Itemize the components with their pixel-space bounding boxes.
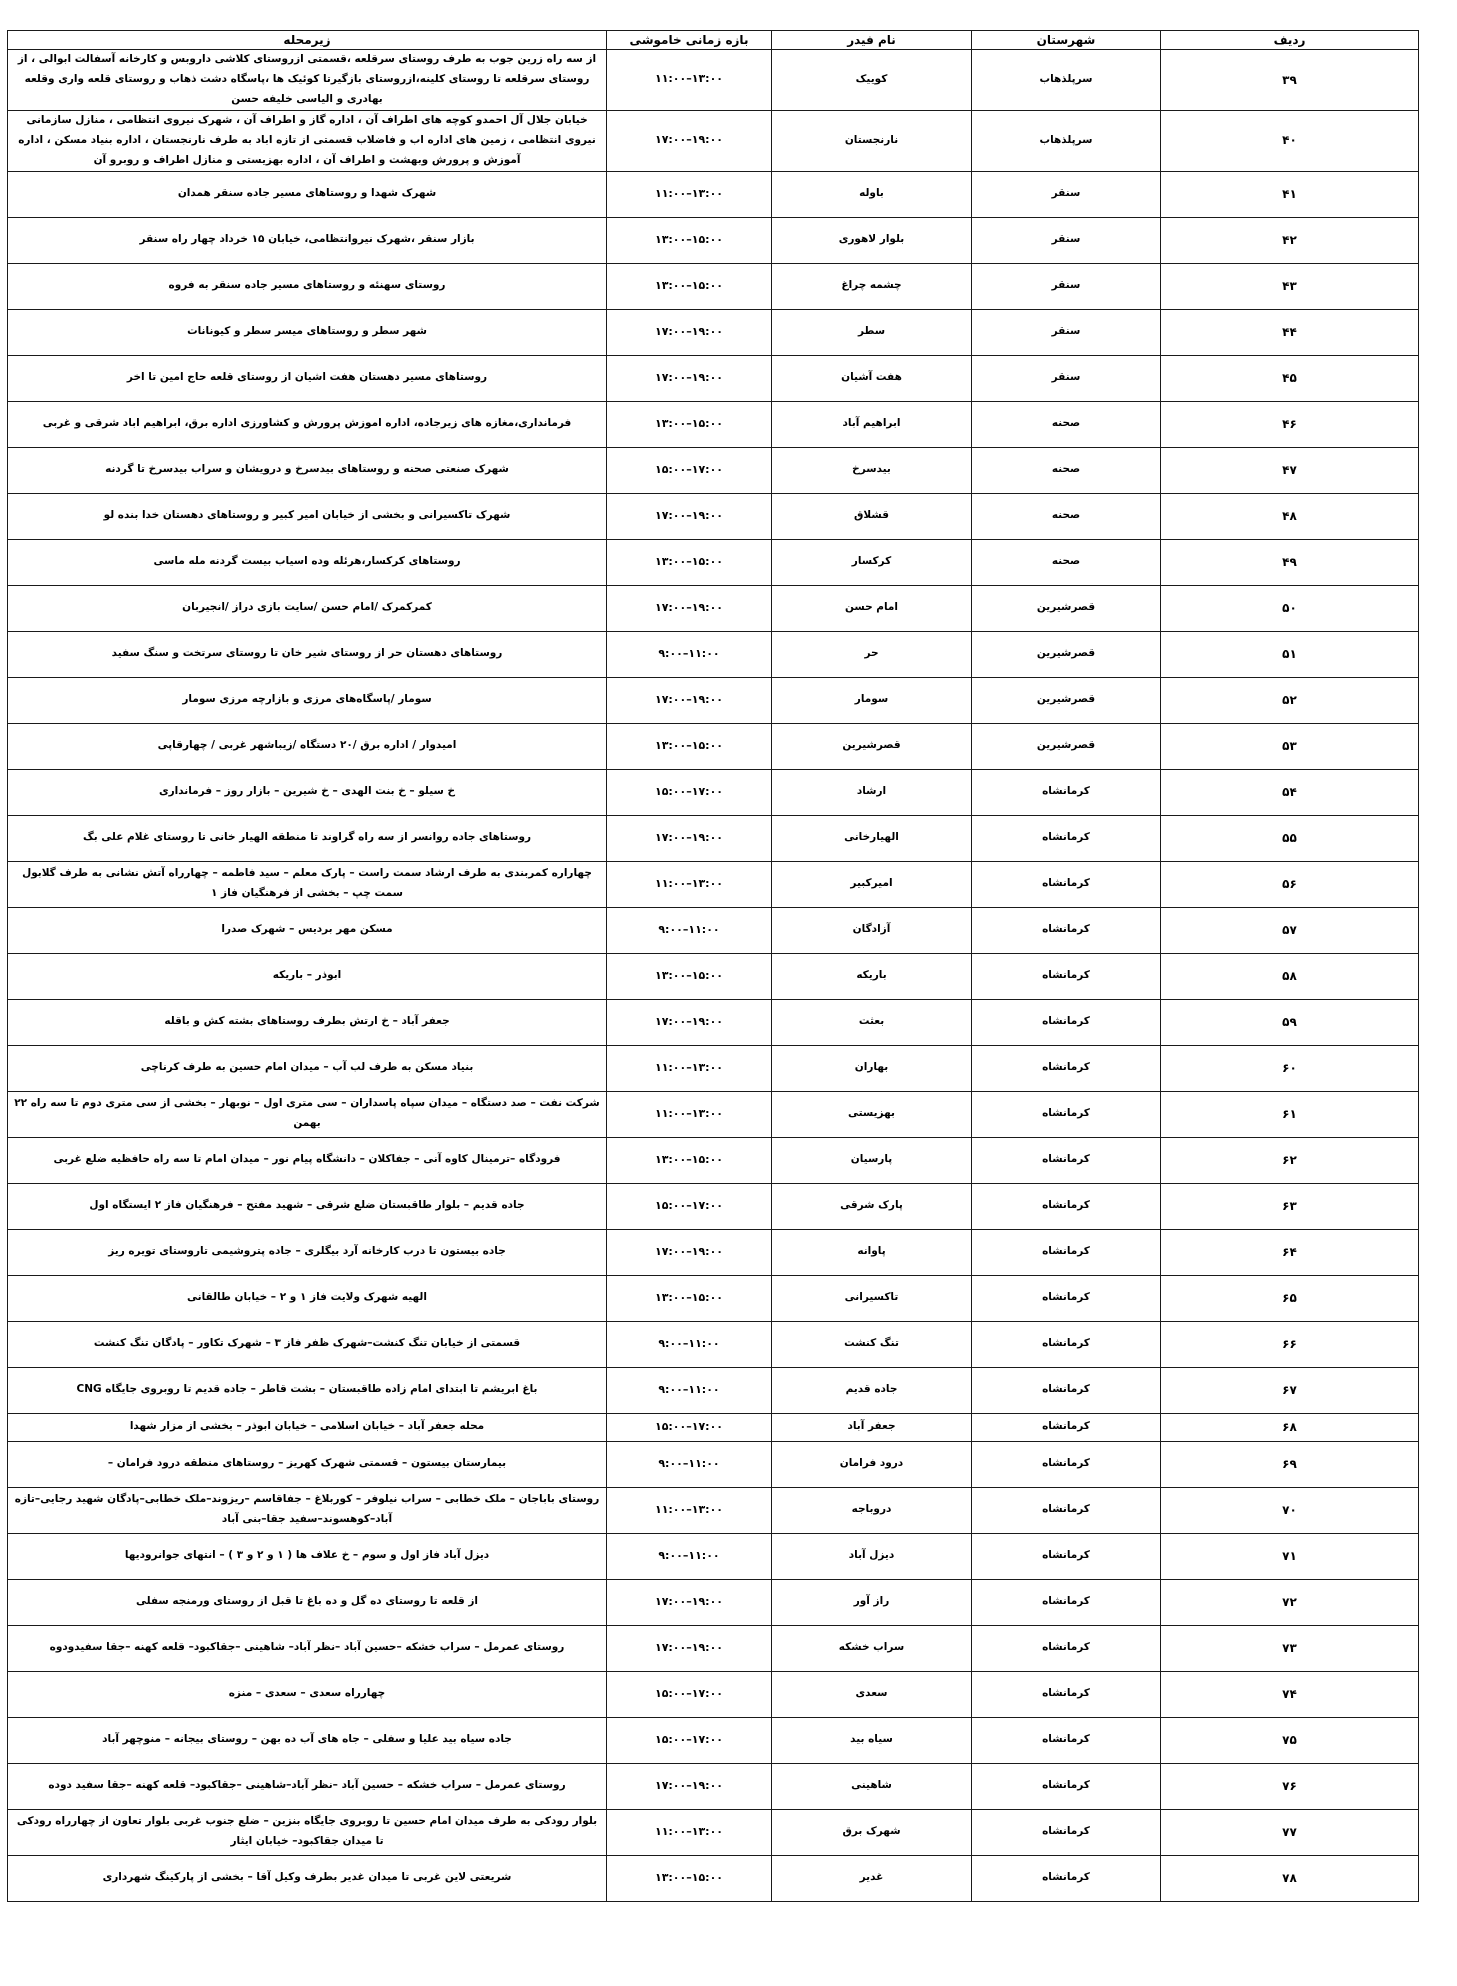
feeder-cell: باریکه <box>772 953 972 999</box>
area-cell: قسمتی از خیابان تنگ کنشت–شهرک ظفر فاز ۳ – شهرک تکاور – پادگان تنگ کنشت <box>8 1321 607 1367</box>
feeder-cell: ارشاد <box>772 769 972 815</box>
feeder-cell: ابراهیم آباد <box>772 401 972 447</box>
county-cell: کرمانشاه <box>972 769 1161 815</box>
county-cell: کرمانشاه <box>972 953 1161 999</box>
feeder-cell: بهاران <box>772 1045 972 1091</box>
row-number-cell: ۷۳ <box>1161 1625 1419 1671</box>
table-row <box>8 1413 1419 1441</box>
header-county: شهرستان <box>972 31 1161 50</box>
time-range-cell: ۱۷:۰۰–۱۹:۰۰ <box>607 1763 772 1809</box>
table-row <box>8 861 1419 907</box>
time-range-cell: ۱۳:۰۰–۱۵:۰۰ <box>607 539 772 585</box>
area-cell: بیمارستان بیستون – قسمتی شهرک کهریز – روستاهای منطقه درود فرامان – <box>8 1441 607 1487</box>
time-range-cell: ۱۳:۰۰–۱۵:۰۰ <box>607 1855 772 1901</box>
county-cell: کرمانشاه <box>972 999 1161 1045</box>
area-cell: چهاراره کمربندی به طرف ارشاد سمت راست – پارک معلم – سید فاطمه – چهارراه آتش نشانی به طرف گلابول سمت چپ – بخشی از فرهنگیان فاز ۱ <box>8 861 607 907</box>
table-row <box>8 1717 1419 1763</box>
county-cell: کرمانشاه <box>972 1671 1161 1717</box>
table-row <box>8 1321 1419 1367</box>
feeder-cell: کرکسار <box>772 539 972 585</box>
county-cell: سنقر <box>972 171 1161 217</box>
feeder-cell: جاده قدیم <box>772 1367 972 1413</box>
table-row <box>8 1367 1419 1413</box>
time-range-cell: ۹:۰۰–۱۱:۰۰ <box>607 907 772 953</box>
area-cell: چهارراه سعدی – سعدی – منزه <box>8 1671 607 1717</box>
area-cell: روستای عمرمل – سراب خشکه – حسین آباد –نظر آباد–شاهینی –جقاکبود– قلعه کهنه –جقا سفید دوده <box>8 1763 607 1809</box>
area-cell: امیدوار / اداره برق /۲۰ دستگاه /زیباشهر غربی / چهارقاپی <box>8 723 607 769</box>
time-range-cell: ۹:۰۰–۱۱:۰۰ <box>607 1321 772 1367</box>
row-number-cell: ۴۹ <box>1161 539 1419 585</box>
feeder-cell: سعدی <box>772 1671 972 1717</box>
area-cell: جاده قدیم – بلوار طاقبستان ضلع شرقی – شهید مفتح – فرهنگیان فاز ۲ ایستگاه اول <box>8 1183 607 1229</box>
county-cell: سنقر <box>972 263 1161 309</box>
area-cell: شرکت نفت – صد دستگاه – میدان سپاه پاسداران – سی متری اول – نوبهار – بخشی از سی متری دوم تا سه راه ۲۲ بهمن <box>8 1091 607 1137</box>
time-range-cell: ۱۷:۰۰–۱۹:۰۰ <box>607 1625 772 1671</box>
time-range-cell: ۱۷:۰۰–۱۹:۰۰ <box>607 110 772 171</box>
row-number-cell: ۶۸ <box>1161 1413 1419 1441</box>
table-row <box>8 1441 1419 1487</box>
row-number-cell: ۷۰ <box>1161 1487 1419 1533</box>
table-row <box>8 1183 1419 1229</box>
county-cell: صحنه <box>972 493 1161 539</box>
row-number-cell: ۷۷ <box>1161 1809 1419 1855</box>
county-cell: کرمانشاه <box>972 1487 1161 1533</box>
row-number-cell: ۵۶ <box>1161 861 1419 907</box>
row-number-cell: ۶۳ <box>1161 1183 1419 1229</box>
area-cell: شهر سطر و روستاهای میسر سطر و کیونانات <box>8 309 607 355</box>
area-cell: محله جعفر آباد – خیابان اسلامی – خیابان ابوذر – بخشی از مزار شهدا <box>8 1413 607 1441</box>
feeder-cell: دروباجه <box>772 1487 972 1533</box>
row-number-cell: ۳۹ <box>1161 50 1419 111</box>
county-cell: کرمانشاه <box>972 1321 1161 1367</box>
row-number-cell: ۵۵ <box>1161 815 1419 861</box>
area-cell: جعفر آباد – خ ارتش بطرف روستاهای بشته کش و باقله <box>8 999 607 1045</box>
area-cell: دیزل آباد فاز اول و سوم – خ علاف ها ( ۱ و ۲ و ۳ ) – انتهای جوانرودیها <box>8 1533 607 1579</box>
row-number-cell: ۵۱ <box>1161 631 1419 677</box>
area-cell: خیابان جلال آل احمدو کوچه های اطراف آن ، اداره گاز و اطراف آن ، شهرک نیروی انتظامی ، منازل سازمانی نیروی انتظامی ، زمین های اداره اب و فاضلاب قسمتی از تازه اباد به طرف نارنجستان ، اداره بنیاد مسکن ، اداره آموزش و پرورش وبهشت و اطراف آن ، اداره بهزیستی و منازل اطراف و روبرو آن <box>8 110 607 171</box>
table-row <box>8 493 1419 539</box>
row-number-cell: ۴۵ <box>1161 355 1419 401</box>
header-row-number: ردیف <box>1161 31 1419 50</box>
area-cell: کمرکمرک /امام حسن /سایت بازی دراز /انجیربان <box>8 585 607 631</box>
time-range-cell: ۱۷:۰۰–۱۹:۰۰ <box>607 999 772 1045</box>
table-row <box>8 769 1419 815</box>
time-range-cell: ۱۳:۰۰–۱۵:۰۰ <box>607 1137 772 1183</box>
row-number-cell: ۵۷ <box>1161 907 1419 953</box>
county-cell: کرمانشاه <box>972 1091 1161 1137</box>
area-cell: شهرک شهدا و روستاهای مسیر جاده سنقر همدان <box>8 171 607 217</box>
time-range-cell: ۱۵:۰۰–۱۷:۰۰ <box>607 1717 772 1763</box>
time-range-cell: ۱۳:۰۰–۱۵:۰۰ <box>607 263 772 309</box>
county-cell: قصرشیرین <box>972 723 1161 769</box>
area-cell: بنیاد مسکن به طرف لب آب – میدان امام حسین به طرف کرناچی <box>8 1045 607 1091</box>
table-row <box>8 1533 1419 1579</box>
area-cell: روستاهای جاده روانسر از سه راه گراوند تا منطقه الهیار خانی تا روستای غلام علی بگ <box>8 815 607 861</box>
row-number-cell: ۴۸ <box>1161 493 1419 539</box>
time-range-cell: ۱۷:۰۰–۱۹:۰۰ <box>607 493 772 539</box>
row-number-cell: ۶۲ <box>1161 1137 1419 1183</box>
area-cell: الهیه شهرک ولایت فاز ۱ و ۲ – خیابان طالقانی <box>8 1275 607 1321</box>
row-number-cell: ۴۰ <box>1161 110 1419 171</box>
feeder-cell: آزادگان <box>772 907 972 953</box>
area-cell: شهرک تاکسیرانی و بخشی از خیابان امیر کبیر و روستاهای دهستان خدا بنده لو <box>8 493 607 539</box>
time-range-cell: ۱۱:۰۰–۱۳:۰۰ <box>607 50 772 111</box>
time-range-cell: ۱۳:۰۰–۱۵:۰۰ <box>607 1275 772 1321</box>
area-cell: ابوذر – باریکه <box>8 953 607 999</box>
county-cell: کرمانشاه <box>972 907 1161 953</box>
area-cell: روستای عمرمل – سراب خشکه –حسین آباد –نظر آباد– شاهینی –جقاکبود– قلعه کهنه –جقا سفیدودوه <box>8 1625 607 1671</box>
row-number-cell: ۴۴ <box>1161 309 1419 355</box>
county-cell: کرمانشاه <box>972 1275 1161 1321</box>
table-row <box>8 1671 1419 1717</box>
area-cell: بلوار رودکی به طرف میدان امام حسین تا روبروی جایگاه بنزین – ضلع جنوب غربی بلوار تعاون از چهارراه رودکی تا میدان جقاکبود– خیابان ایثار <box>8 1809 607 1855</box>
row-number-cell: ۴۲ <box>1161 217 1419 263</box>
county-cell: کرمانشاه <box>972 861 1161 907</box>
time-range-cell: ۱۵:۰۰–۱۷:۰۰ <box>607 769 772 815</box>
time-range-cell: ۹:۰۰–۱۱:۰۰ <box>607 1367 772 1413</box>
time-range-cell: ۱۳:۰۰–۱۵:۰۰ <box>607 217 772 263</box>
table-row <box>8 539 1419 585</box>
time-range-cell: ۱۳:۰۰–۱۵:۰۰ <box>607 401 772 447</box>
row-number-cell: ۶۶ <box>1161 1321 1419 1367</box>
county-cell: قصرشیرین <box>972 631 1161 677</box>
row-number-cell: ۷۶ <box>1161 1763 1419 1809</box>
county-cell: کرمانشاه <box>972 1229 1161 1275</box>
time-range-cell: ۱۳:۰۰–۱۵:۰۰ <box>607 723 772 769</box>
area-cell: جاده سیاه بید علیا و سفلی – جاه های آب ده بهن – روستای بیجانه – منوچهر آباد <box>8 1717 607 1763</box>
row-number-cell: ۵۳ <box>1161 723 1419 769</box>
time-range-cell: ۱۱:۰۰–۱۳:۰۰ <box>607 1487 772 1533</box>
feeder-cell: الهیارخانی <box>772 815 972 861</box>
feeder-cell: سیاه بید <box>772 1717 972 1763</box>
feeder-cell: سراب خشکه <box>772 1625 972 1671</box>
feeder-cell: راز آور <box>772 1579 972 1625</box>
time-range-cell: ۱۱:۰۰–۱۳:۰۰ <box>607 1045 772 1091</box>
table-row <box>8 355 1419 401</box>
table-row <box>8 953 1419 999</box>
area-cell: روستاهای کرکسار،هرئله وده اسیاب بیست گردنه مله ماسی <box>8 539 607 585</box>
feeder-cell: دیزل آباد <box>772 1533 972 1579</box>
table-row <box>8 631 1419 677</box>
feeder-cell: سطر <box>772 309 972 355</box>
feeder-cell: حر <box>772 631 972 677</box>
area-cell: شریعتی لاین غربی تا میدان غدیر بطرف وکیل آقا – بخشی از پارکینگ شهرداری <box>8 1855 607 1901</box>
table-row <box>8 999 1419 1045</box>
time-range-cell: ۱۳:۰۰–۱۵:۰۰ <box>607 953 772 999</box>
area-cell: مسکن مهر بردیس – شهرک صدرا <box>8 907 607 953</box>
table-row <box>8 1579 1419 1625</box>
county-cell: صحنه <box>972 447 1161 493</box>
feeder-cell: درود فرامان <box>772 1441 972 1487</box>
time-range-cell: ۹:۰۰–۱۱:۰۰ <box>607 631 772 677</box>
feeder-cell: قصرشیرین <box>772 723 972 769</box>
table-row <box>8 447 1419 493</box>
area-cell: خ سیلو – خ بنت الهدی – خ شیرین – بازار روز – فرمانداری <box>8 769 607 815</box>
area-cell: از قلعه تا روستای ده گل و ده باغ تا قبل از روستای ورمنجه سفلی <box>8 1579 607 1625</box>
county-cell: کرمانشاه <box>972 1763 1161 1809</box>
row-number-cell: ۴۶ <box>1161 401 1419 447</box>
header-feeder-name: نام فیدر <box>772 31 972 50</box>
table-row <box>8 1487 1419 1533</box>
table-row <box>8 217 1419 263</box>
feeder-cell: نارنجستان <box>772 110 972 171</box>
county-cell: کرمانشاه <box>972 1533 1161 1579</box>
time-range-cell: ۱۷:۰۰–۱۹:۰۰ <box>607 677 772 723</box>
row-number-cell: ۵۲ <box>1161 677 1419 723</box>
feeder-cell: امیرکبیر <box>772 861 972 907</box>
county-cell: سرپلذهاب <box>972 50 1161 111</box>
header-area: زیرمحله <box>8 31 607 50</box>
county-cell: صحنه <box>972 539 1161 585</box>
feeder-cell: سومار <box>772 677 972 723</box>
row-number-cell: ۵۰ <box>1161 585 1419 631</box>
time-range-cell: ۱۷:۰۰–۱۹:۰۰ <box>607 1229 772 1275</box>
table-row <box>8 1809 1419 1855</box>
time-range-cell: ۱۱:۰۰–۱۳:۰۰ <box>607 171 772 217</box>
table-row <box>8 815 1419 861</box>
area-cell: سومار /پاسگاه‌های مرزی و بازارچه مرزی سومار <box>8 677 607 723</box>
feeder-cell: بیدسرخ <box>772 447 972 493</box>
row-number-cell: ۷۲ <box>1161 1579 1419 1625</box>
feeder-cell: شاهینی <box>772 1763 972 1809</box>
table-row <box>8 1229 1419 1275</box>
feeder-cell: بلوار لاهوری <box>772 217 972 263</box>
time-range-cell: ۱۵:۰۰–۱۷:۰۰ <box>607 1413 772 1441</box>
time-range-cell: ۱۱:۰۰–۱۳:۰۰ <box>607 1091 772 1137</box>
feeder-cell: باوله <box>772 171 972 217</box>
time-range-cell: ۹:۰۰–۱۱:۰۰ <box>607 1533 772 1579</box>
table-row <box>8 1045 1419 1091</box>
county-cell: قصرشیرین <box>972 677 1161 723</box>
table-row <box>8 50 1419 111</box>
time-range-cell: ۱۱:۰۰–۱۳:۰۰ <box>607 861 772 907</box>
time-range-cell: ۱۱:۰۰–۱۳:۰۰ <box>607 1809 772 1855</box>
table-row <box>8 110 1419 171</box>
time-range-cell: ۱۵:۰۰–۱۷:۰۰ <box>607 447 772 493</box>
feeder-cell: هفت آشیان <box>772 355 972 401</box>
county-cell: کرمانشاه <box>972 1625 1161 1671</box>
feeder-cell: پاوانه <box>772 1229 972 1275</box>
feeder-cell: شهرک برق <box>772 1809 972 1855</box>
county-cell: کرمانشاه <box>972 815 1161 861</box>
time-range-cell: ۱۷:۰۰–۱۹:۰۰ <box>607 815 772 861</box>
row-number-cell: ۶۵ <box>1161 1275 1419 1321</box>
row-number-cell: ۶۷ <box>1161 1367 1419 1413</box>
area-cell: روستاهای مسیر دهستان هفت اشیان از روستای قلعه حاج امین تا اخر <box>8 355 607 401</box>
row-number-cell: ۷۸ <box>1161 1855 1419 1901</box>
county-cell: کرمانشاه <box>972 1717 1161 1763</box>
feeder-cell: غدیر <box>772 1855 972 1901</box>
table-header-row <box>8 31 1419 50</box>
county-cell: کرمانشاه <box>972 1367 1161 1413</box>
time-range-cell: ۹:۰۰–۱۱:۰۰ <box>607 1441 772 1487</box>
table-row <box>8 309 1419 355</box>
table-row <box>8 1763 1419 1809</box>
area-cell: روستای سهنئه و روستاهای مسیر جاده سنقر به فروه <box>8 263 607 309</box>
feeder-cell: جعفر آباد <box>772 1413 972 1441</box>
county-cell: سنقر <box>972 217 1161 263</box>
row-number-cell: ۵۴ <box>1161 769 1419 815</box>
area-cell: روستای باباجان – ملک خطابی – سراب نیلوفر – کوربلاغ – جفاقاسم –ریزوند–ملک خطابی–پادگان شهید رجایی–تازه آباد–کوهسوند–سفید جقا–بنی آباد <box>8 1487 607 1533</box>
table-row <box>8 1855 1419 1901</box>
area-cell: فرودگاه –ترمینال کاوه آنی – جفاکلان – دانشگاه پیام نور – میدان امام تا سه راه حافظیه ضلع غربی <box>8 1137 607 1183</box>
row-number-cell: ۶۰ <box>1161 1045 1419 1091</box>
feeder-cell: تنگ کنشت <box>772 1321 972 1367</box>
area-cell: بازار سنقر ،شهرک نیروانتظامی، خیابان ۱۵ خرداد چهار راه سنقر <box>8 217 607 263</box>
county-cell: کرمانشاه <box>972 1579 1161 1625</box>
area-cell: جاده بیستون تا درب کارخانه آرد بیگلری – جاده پتروشیمی تاروستای تویره ریز <box>8 1229 607 1275</box>
feeder-cell: پارسیان <box>772 1137 972 1183</box>
table-row <box>8 1091 1419 1137</box>
row-number-cell: ۴۱ <box>1161 171 1419 217</box>
table-row <box>8 171 1419 217</box>
time-range-cell: ۱۷:۰۰–۱۹:۰۰ <box>607 309 772 355</box>
row-number-cell: ۶۴ <box>1161 1229 1419 1275</box>
time-range-cell: ۱۷:۰۰–۱۹:۰۰ <box>607 585 772 631</box>
time-range-cell: ۱۷:۰۰–۱۹:۰۰ <box>607 1579 772 1625</box>
time-range-cell: ۱۵:۰۰–۱۷:۰۰ <box>607 1183 772 1229</box>
table-row <box>8 723 1419 769</box>
area-cell: فرمانداری،مغازه های زیرجاده، اداره اموزش پرورش و کشاورزی اداره برق، ابراهیم اباد شرقی و غربی <box>8 401 607 447</box>
county-cell: کرمانشاه <box>972 1183 1161 1229</box>
feeder-cell: تاکسیرانی <box>772 1275 972 1321</box>
header-outage-time: بازه زمانی خاموشی <box>607 31 772 50</box>
table-row <box>8 907 1419 953</box>
table-row <box>8 263 1419 309</box>
county-cell: سرپلذهاب <box>972 110 1161 171</box>
feeder-cell: قشلاق <box>772 493 972 539</box>
table-row <box>8 1625 1419 1671</box>
row-number-cell: ۶۹ <box>1161 1441 1419 1487</box>
row-number-cell: ۵۸ <box>1161 953 1419 999</box>
table-row <box>8 1275 1419 1321</box>
county-cell: قصرشیرین <box>972 585 1161 631</box>
county-cell: کرمانشاه <box>972 1413 1161 1441</box>
row-number-cell: ۵۹ <box>1161 999 1419 1045</box>
area-cell: روستاهای دهستان حر از روستای شیر خان تا روستای سرتخت و سنگ سفید <box>8 631 607 677</box>
area-cell: باغ ابریشم تا ابتدای امام زاده طاقبستان – بشت قاطر – جاده قدیم تا روبروی جایگاه CNG <box>8 1367 607 1413</box>
row-number-cell: ۷۵ <box>1161 1717 1419 1763</box>
feeder-cell: کوییک <box>772 50 972 111</box>
county-cell: کرمانشاه <box>972 1855 1161 1901</box>
row-number-cell: ۷۴ <box>1161 1671 1419 1717</box>
outage-schedule-table <box>7 30 1419 1902</box>
feeder-cell: پارک شرقی <box>772 1183 972 1229</box>
county-cell: کرمانشاه <box>972 1137 1161 1183</box>
feeder-cell: بعثت <box>772 999 972 1045</box>
feeder-cell: امام حسن <box>772 585 972 631</box>
county-cell: کرمانشاه <box>972 1809 1161 1855</box>
row-number-cell: ۴۳ <box>1161 263 1419 309</box>
table-row <box>8 401 1419 447</box>
time-range-cell: ۱۷:۰۰–۱۹:۰۰ <box>607 355 772 401</box>
county-cell: سنقر <box>972 355 1161 401</box>
row-number-cell: ۶۱ <box>1161 1091 1419 1137</box>
county-cell: صحنه <box>972 401 1161 447</box>
table-row <box>8 585 1419 631</box>
time-range-cell: ۱۵:۰۰–۱۷:۰۰ <box>607 1671 772 1717</box>
area-cell: شهرک صنعتی صحنه و روستاهای بیدسرخ و درویشان و سراب بیدسرخ تا گردنه <box>8 447 607 493</box>
area-cell: از سه راه زرین جوب به طرف روستای سرقلعه ،قسمتی ازروستای کلاشی داروبس و کارخانه آسفالت ابوالی ، از روستای سرقلعه تا روستای کلینه،ازروستای بازگیرتا کوئیک ها ،پاسگاه دشت ذهاب و روستای قلعه واری وقلعه بهادری و الیاسی خلیفه حسن <box>8 50 607 111</box>
county-cell: کرمانشاه <box>972 1441 1161 1487</box>
table-row <box>8 1137 1419 1183</box>
feeder-cell: بهزیستی <box>772 1091 972 1137</box>
row-number-cell: ۴۷ <box>1161 447 1419 493</box>
table-row <box>8 677 1419 723</box>
row-number-cell: ۷۱ <box>1161 1533 1419 1579</box>
county-cell: کرمانشاه <box>972 1045 1161 1091</box>
county-cell: سنقر <box>972 309 1161 355</box>
feeder-cell: چشمه چراغ <box>772 263 972 309</box>
